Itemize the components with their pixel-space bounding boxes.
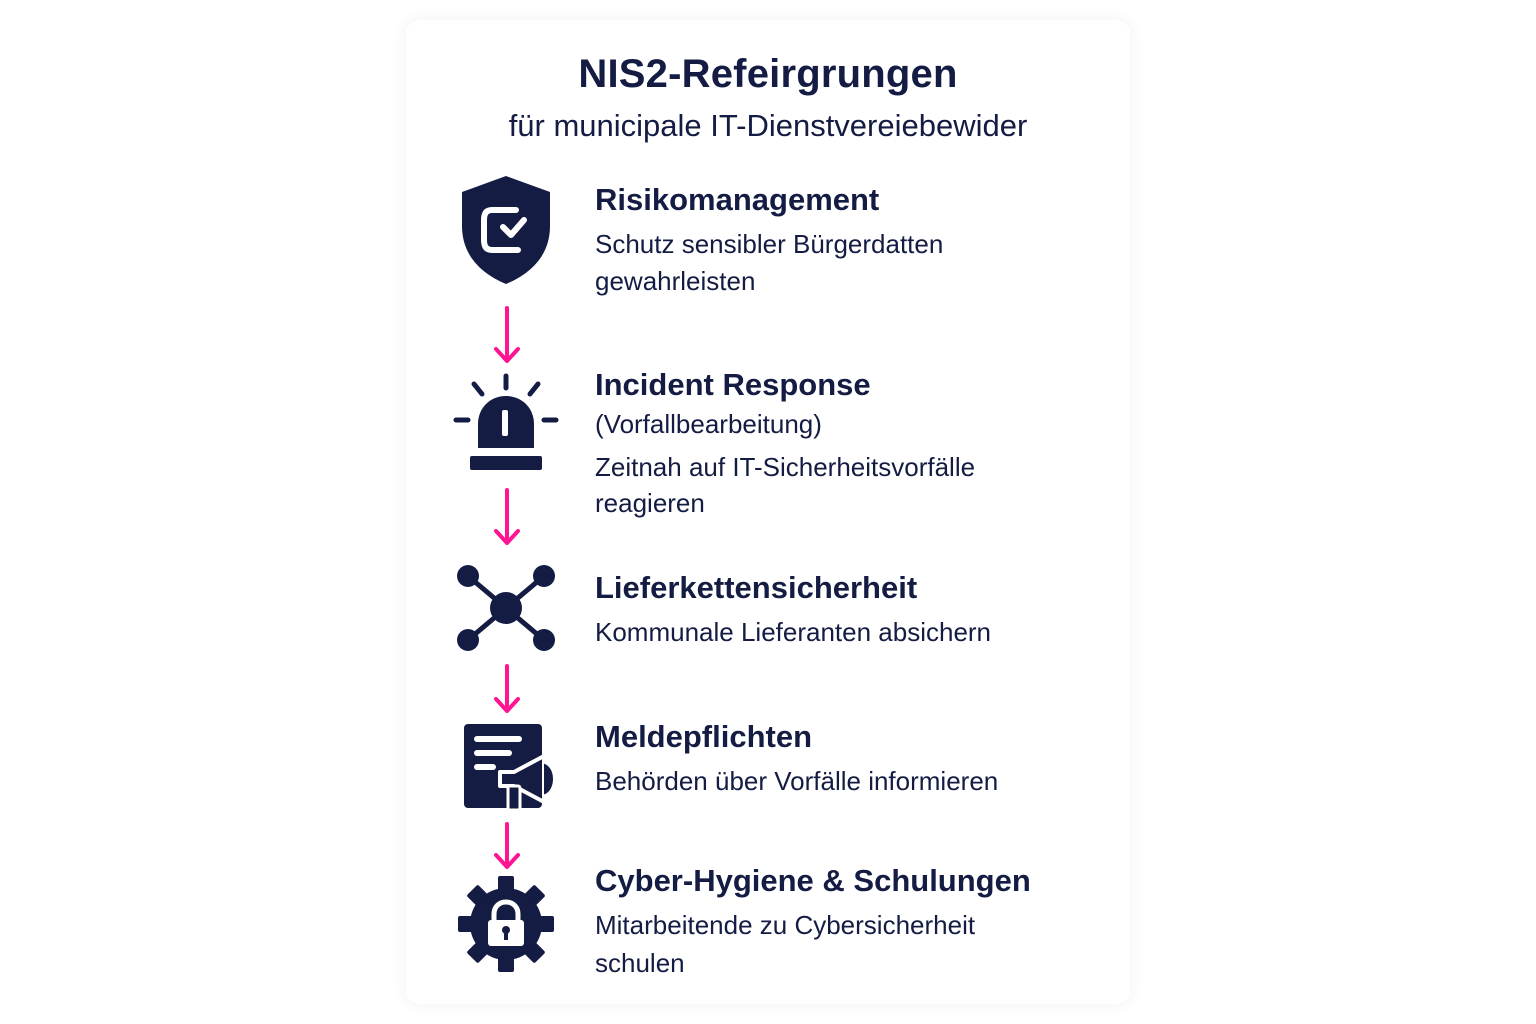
step-description-line: schulen [595, 948, 685, 978]
step-description-line: Behörden über Vorfälle informieren [595, 766, 999, 796]
step-description-line: Mitarbeitende zu Cybersicherheit [595, 910, 976, 940]
page-title: NIS2-Refeirgrungen [578, 52, 958, 96]
flow-arrow-down-icon [492, 488, 522, 553]
report-megaphone-icon [462, 722, 564, 814]
step-description-line: Zeitnah auf IT-Sicherheitsvorfälle [595, 452, 976, 482]
flow-arrow-down-icon [492, 664, 522, 721]
step-title-incident-response: Incident Response [595, 367, 871, 402]
alarm-siren-icon [452, 372, 560, 472]
flow-arrow-down-icon [492, 306, 522, 371]
step-description-line: (Vorfallbearbeitung) [595, 409, 822, 439]
network-nodes-icon [452, 562, 560, 654]
flow-arrow-down-icon [492, 822, 522, 877]
page-subtitle: für municipale IT-Dienstvereiebewider [508, 108, 1028, 143]
gear-lock-icon [456, 874, 556, 974]
step-title-cyber-hygiene: Cyber-Hygiene & Schulungen [595, 863, 1031, 898]
shield-check-icon [458, 172, 554, 288]
step-description-line: reagieren [595, 488, 705, 518]
step-description-line: gewahrleisten [595, 266, 756, 296]
step-description-line: Schutz sensibler Bürgerdatten [595, 229, 944, 259]
step-description-line: Kommunale Lieferanten absichern [595, 617, 992, 647]
step-title-risikomanagement: Risikomanagement [595, 182, 880, 217]
step-title-meldepflichten: Meldepflichten [595, 719, 813, 754]
step-title-lieferkettensicherheit: Lieferkettensicherheit [595, 570, 918, 605]
